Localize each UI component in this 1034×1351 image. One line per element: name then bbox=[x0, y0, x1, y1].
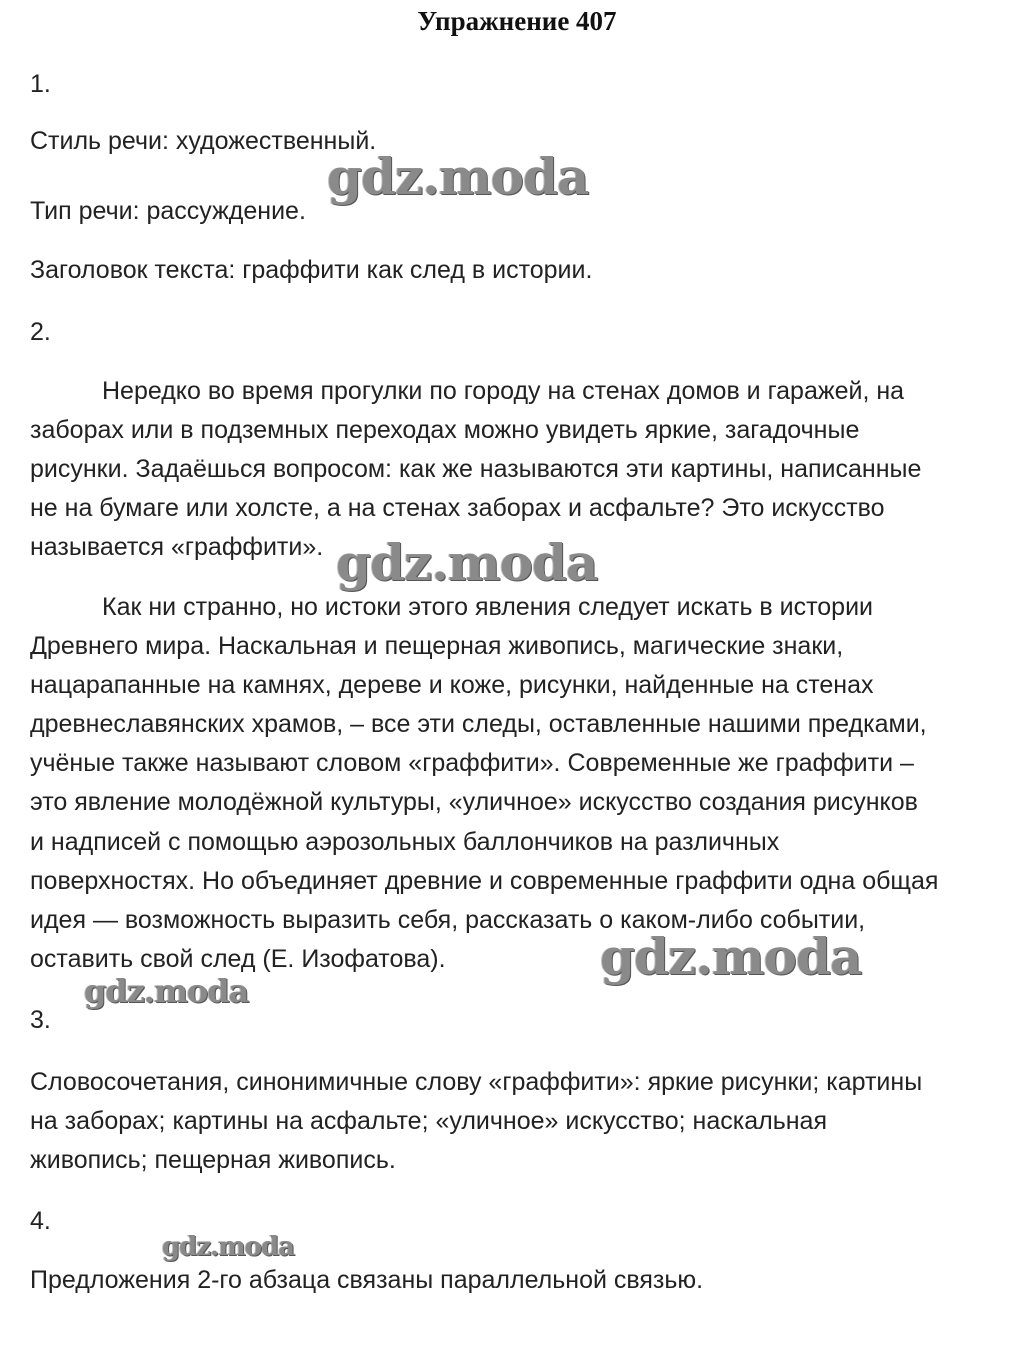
watermark: gdz.moda bbox=[336, 533, 598, 592]
watermark: gdz.moda bbox=[600, 927, 862, 986]
watermark: gdz.moda bbox=[327, 147, 589, 206]
section-3-line: Словосочетания, синонимичные слову «граффити»: яркие рисунки; картины bbox=[30, 1068, 923, 1096]
paragraph-2-line: и надписей с помощью аэрозольных баллончиков на различных bbox=[30, 827, 780, 856]
section-4-number: 4. bbox=[30, 1207, 51, 1235]
section-3-number: 3. bbox=[30, 1006, 51, 1034]
section-3-line: живопись; пещерная живопись. bbox=[30, 1146, 396, 1175]
watermark: gdz.moda bbox=[162, 1232, 295, 1262]
paragraph-2-line: Как ни странно, но истоки этого явления следует искать в истории bbox=[102, 593, 874, 621]
paragraph-1 bbox=[30, 372, 1005, 567]
paragraph-2-line: древнеславянских храмов, – все эти следы, оставленные нашими предками, bbox=[30, 710, 927, 739]
section-1-number: 1. bbox=[30, 70, 51, 98]
paragraph-2 bbox=[30, 588, 1005, 979]
paragraph-2-line: оставить свой след (Е. Изофатова). bbox=[30, 944, 446, 973]
speech-style: Стиль речи: художественный. bbox=[30, 127, 377, 155]
paragraph-2-line: Древнего мира. Наскальная и пещерная живопись, магические знаки, bbox=[30, 632, 844, 661]
paragraph-2-line: учёные также называют словом «граффити». Современные же граффити – bbox=[30, 749, 914, 778]
paragraph-2-line: поверхностях. Но объединяет древние и современные граффити одна общая bbox=[30, 866, 939, 895]
paragraph-2-line: это явление молодёжной культуры, «уличное» искусство создания рисунков bbox=[30, 788, 918, 817]
paragraph-1-line: не на бумаге или холсте, а на стенах заборах и асфальте? Это искусство bbox=[30, 494, 885, 523]
watermark: gdz.moda bbox=[84, 972, 249, 1010]
paragraph-1-line: Нередко во время прогулки по городу на стенах домов и гаражей, на bbox=[102, 377, 905, 405]
speech-type: Тип речи: рассуждение. bbox=[30, 197, 306, 225]
section-4-text: Предложения 2-го абзаца связаны параллельной связью. bbox=[30, 1266, 704, 1294]
text-heading: Заголовок текста: граффити как след в истории. bbox=[30, 256, 593, 284]
page-title: Упражнение 407 bbox=[417, 6, 617, 36]
section-3-text bbox=[30, 1063, 1005, 1180]
section-2-number: 2. bbox=[30, 318, 51, 346]
paragraph-2-line: идея — возможность выразить себя, рассказать о каком-либо событии, bbox=[30, 905, 866, 934]
paragraph-1-line: называется «граффити». bbox=[30, 533, 324, 562]
paragraph-1-line: рисунки. Задаёшься вопросом: как же называются эти картины, написанные bbox=[30, 455, 922, 484]
paragraph-2-line: нацарапанные на камнях, дереве и коже, рисунки, найденные на стенах bbox=[30, 671, 874, 700]
section-3-line: на заборах; картины на асфальте; «уличное» искусство; наскальная bbox=[30, 1107, 827, 1136]
paragraph-1-line: заборах или в подземных переходах можно увидеть яркие, загадочные bbox=[30, 416, 860, 445]
